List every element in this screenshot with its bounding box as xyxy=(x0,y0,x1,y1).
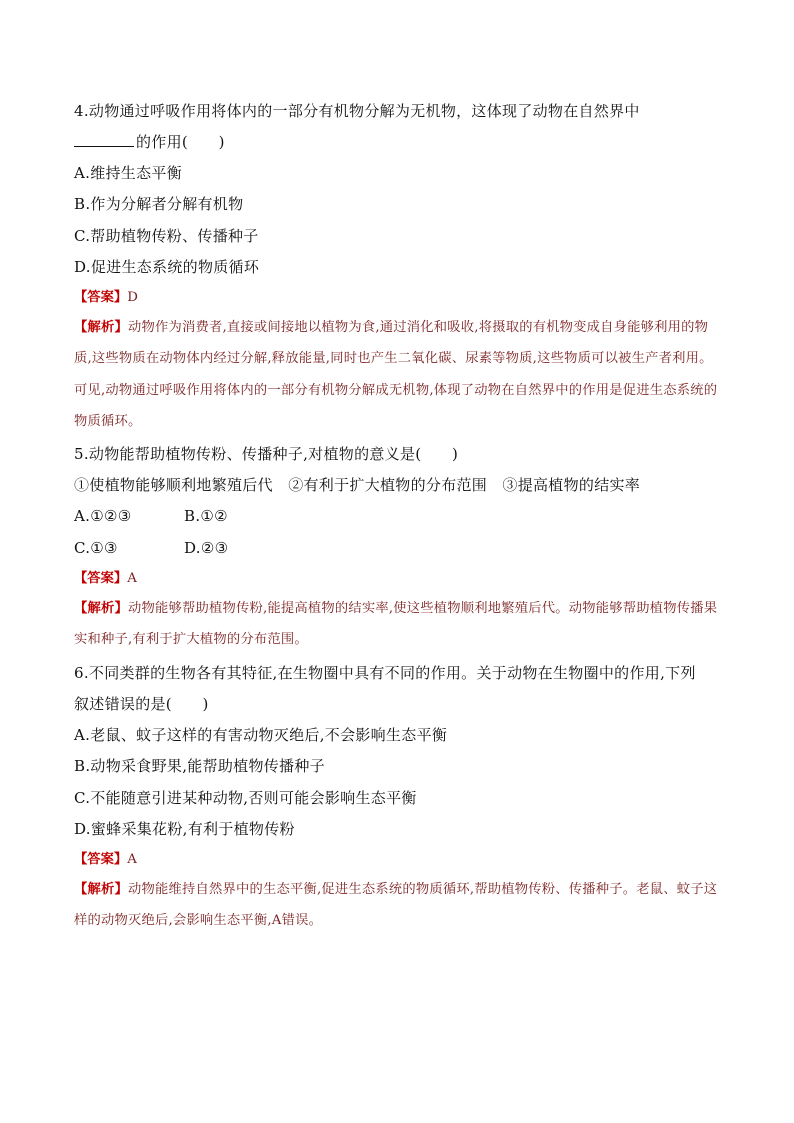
q5-answer xyxy=(74,569,137,589)
q5-option-d: D.②③ xyxy=(184,539,229,557)
q4-stem-line1: 4.动物通过呼吸作用将体内的一部分有机物分解为无机物，这体现了动物在自然界中 xyxy=(74,102,640,120)
q4-explanation-tag: 【解析】 xyxy=(74,320,128,335)
q4-stem-line2-text: 的作用( ) xyxy=(136,133,225,151)
q5-stem: 5.动物能帮助植物传粉、传播种子,对植物的意义是( ) xyxy=(74,445,459,463)
q4-answer-tag: 【答案】 xyxy=(74,290,128,305)
q6-answer xyxy=(74,850,137,870)
q5-explanation-tag: 【解析】 xyxy=(74,601,128,616)
q4-answer-value: D xyxy=(127,290,138,305)
q4-explanation-text: 动物作为消费者,直接或间接地以植物为食,通过消化和吸收,将摄取的有机物变成自身能够利用的物质,这些物质在动物体内经过分解,释放能量,同时也产生二氧化碳、尿素等物质,这些物质可以被生产者利用。可见,动物通过呼吸作用将体内的一部分有机物分解成无机物,体现了动物在自然界中的作用是促进生态系统的物质循环。 xyxy=(74,320,718,429)
q5-answer-value: A xyxy=(127,571,137,586)
q6-option-b: B.动物采食野果,能帮助植物传播种子 xyxy=(74,757,325,775)
q5-option-c: C.①③ xyxy=(74,539,118,557)
q6-option-a: A.老鼠、蚊子这样的有害动物灭绝后,不会影响生态平衡 xyxy=(74,726,448,744)
q6-option-c: C.不能随意引进某种动物,否则可能会影响生态平衡 xyxy=(74,789,417,807)
q5-option-b: B.①② xyxy=(184,507,228,525)
q4-option-b: B.作为分解者分解有机物 xyxy=(74,195,244,213)
q5-explanation xyxy=(74,593,722,656)
q6-answer-tag: 【答案】 xyxy=(74,852,128,867)
q4-answer xyxy=(74,288,138,308)
q6-stem-line1: 6.不同类群的生物各有其特征,在生物圈中具有不同的作用。关于动物在生物圈中的作用,下列 xyxy=(74,664,696,682)
q4-stem-line2 xyxy=(74,132,225,152)
q4-option-d: D.促进生态系统的物质循环 xyxy=(74,258,260,276)
q4-option-a: A.维持生态平衡 xyxy=(74,164,183,182)
q6-explanation xyxy=(74,874,722,937)
q5-explanation-text: 动物能够帮助植物传粉,能提高植物的结实率,使这些植物顺利地繁殖后代。动物能够帮助植物传播果实和种子,有利于扩大植物的分布范围。 xyxy=(74,601,718,648)
q6-stem-line2: 叙述错误的是( ) xyxy=(74,695,209,713)
q4-answer-blank xyxy=(74,132,134,147)
q5-option-a: A.①②③ xyxy=(74,507,132,525)
q6-explanation-text: 动物能维持自然界中的生态平衡,促进生态系统的物质循环,帮助植物传粉、传播种子。老鼠、蚊子这样的动物灭绝后,会影响生态平衡,A错误。 xyxy=(74,882,718,929)
q6-option-d: D.蜜蜂采集花粉,有利于植物传粉 xyxy=(74,820,295,838)
q4-option-c: C.帮助植物传粉、传播种子 xyxy=(74,227,259,245)
q6-explanation-tag: 【解析】 xyxy=(74,882,128,897)
q5-answer-tag: 【答案】 xyxy=(74,571,128,586)
q4-explanation xyxy=(74,312,722,437)
q6-answer-value: A xyxy=(127,852,137,867)
q5-statements: ①使植物能够顺利地繁殖后代 ②有利于扩大植物的分布范围 ③提高植物的结实率 xyxy=(74,476,641,494)
